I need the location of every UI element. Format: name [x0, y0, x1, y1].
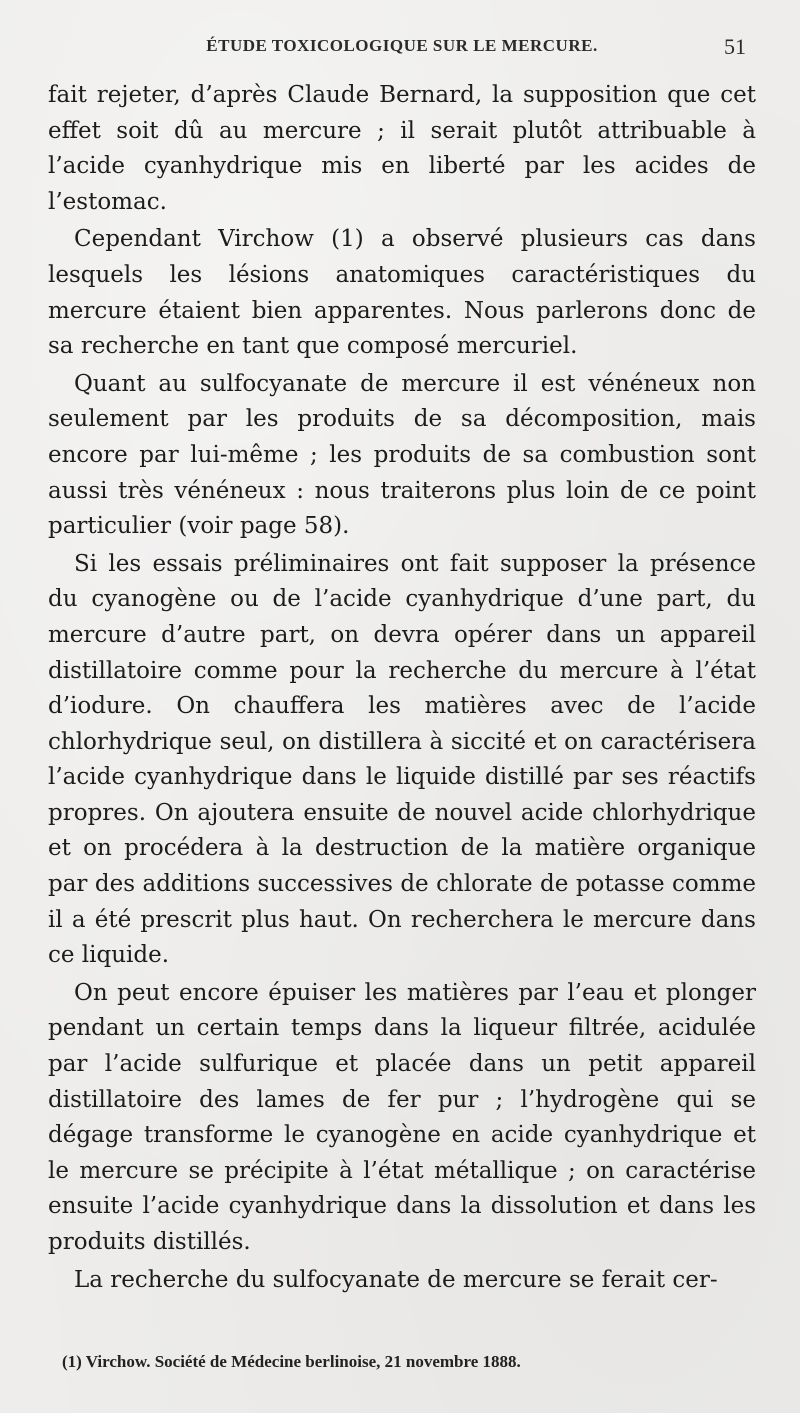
footnote: (1) Virchow. Société de Médecine berlinoise, 21 novembre 1888.: [62, 1352, 521, 1371]
paragraph-continuation: fait rejeter, d’après Claude Bernard, la supposition que cet effet soit dû au mercure ; il serait plutôt attribuable à l’acide cyanhydrique mis en liberté par les acides de l’estomac.: [48, 82, 756, 215]
paragraph-sulfocyanate: Quant au sulfocyanate de mercure il est vénéneux non seulement par les produits de sa décomposition, mais encore par lui-même ; les produits de sa combustion sont aussi très vénéneux : nous traiterons plus loin de ce point particulier (voir page 58).: [48, 370, 756, 540]
paragraph-last: La recherche du sulfocyanate de mercure se ferait cer-: [74, 1266, 718, 1293]
running-title: ÉTUDE TOXICOLOGIQUE SUR LE MERCURE.: [206, 36, 598, 55]
paragraph-virchow: Cependant Virchow (1) a observé plusieurs cas dans lesquels les lésions anatomiques caractéristiques du mercure étaient bien apparentes. Nous parlerons donc de sa recherche en tant que composé mercuriel.: [48, 226, 756, 360]
body-text: [48, 78, 756, 1300]
paragraph-iron-plates: On peut encore épuiser les matières par l’eau et plonger pendant un certain temps dans la liqueur filtrée, acidulée par l’acide sulfurique et placée dans un petit appareil distillatoire des lames de fer pur ; l’hydrogène qui se dégage transforme le cyanogène en acide cyanhydrique et le mercure se précipite à l’état métallique ; on caractérise ensuite l’acide cyanhydrique dans la dissolution et dans les produits distillés.: [48, 979, 756, 1255]
paragraph-distillation: Si les essais préliminaires ont fait supposer la présence du cyanogène ou de l’acide cyanhydrique d’une part, du mercure d’autre part, on devra opérer dans un appareil distillatoire comme pour la recherche du mercure à l’état d’iodure. On chauffera les matières avec de l’acide chlorhydrique seul, on distillera à siccité et on caractérisera l’acide cyanhydrique dans le liquide distillé par ses réactifs propres. On ajoutera ensuite de nouvel acide chlorhydrique et on procédera à la destruction de la matière organique par des additions successives de chlorate de potasse comme il a été prescrit plus haut. On recherchera le mercure dans ce liquide.: [48, 550, 756, 969]
running-head: [48, 36, 756, 62]
page-number: 51: [724, 34, 746, 59]
